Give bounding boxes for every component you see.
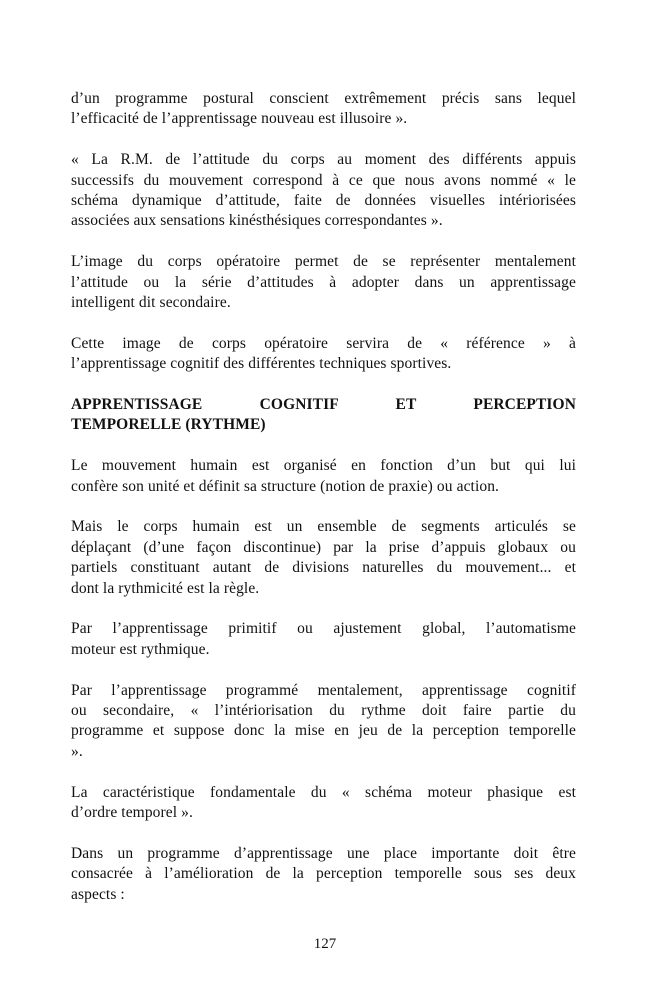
text-line: Mais le corps humain est un ensemble de segments articulés se: [71, 518, 576, 536]
text-line: Cette image de corps opératoire servira de « référence » à: [71, 334, 576, 352]
text-line: « La R.M. de l’attitude du corps au moment des différents appuis: [71, 151, 576, 169]
text-line: l’apprentissage cognitif des différentes techniques sportives.: [71, 355, 452, 373]
text-line: déplaçant (d’une façon discontinue) par la prise d’appuis globaux ou: [71, 538, 576, 556]
paragraph: [71, 783, 576, 824]
text-line: associées aux sensations kinésthésiques correspondantes ».: [71, 212, 443, 230]
text-line: Par l’apprentissage programmé mentalement, apprentissage cognitif: [71, 681, 576, 699]
text-line: intelligent dit secondaire.: [71, 294, 231, 312]
text-line: Le mouvement humain est organisé en fonction d’un but qui lui: [71, 457, 576, 475]
page-number: 127: [313, 936, 337, 952]
text-line: dont la rythmicité est la règle.: [71, 579, 260, 597]
paragraph: [71, 681, 576, 763]
text-line: ».: [71, 742, 83, 760]
text-line: successifs du mouvement correspond à ce que nous avons nommé « le: [71, 171, 576, 189]
text-line: moteur est rythmique.: [71, 640, 210, 658]
section-heading: [71, 395, 576, 436]
paragraph: [71, 89, 576, 130]
text-line: L’image du corps opératoire permet de se représenter mentalement: [71, 253, 576, 271]
paragraph: [71, 150, 576, 232]
text-line: Dans un programme d’apprentissage une place importante doit être: [71, 844, 576, 862]
text-line: d’un programme postural conscient extrêmement précis sans lequel: [71, 90, 576, 107]
paragraph: [71, 252, 576, 313]
paragraph: [71, 334, 576, 375]
text-column: [71, 89, 576, 925]
paragraph: [71, 517, 576, 599]
text-line: programme et suppose donc la mise en jeu de la perception temporelle: [71, 722, 576, 740]
text-line: La caractéristique fondamentale du « schéma moteur phasique est: [71, 783, 576, 801]
paragraph: [71, 456, 576, 497]
text-line: confère son unité et définit sa structure (notion de praxie) ou action.: [71, 477, 500, 495]
text-line: schéma dynamique d’attitude, faite de données visuelles intériorisées: [71, 192, 576, 210]
text-line: d’ordre temporel ».: [71, 804, 193, 822]
text-line: ou secondaire, « l’intériorisation du rythme doit faire partie du: [71, 702, 576, 720]
paragraph: [71, 619, 576, 660]
text-line: l’efficacité de l’apprentissage nouveau est illusoire ».: [71, 110, 408, 128]
heading-line: APPRENTISSAGE COGNITIF ET PERCEPTION: [71, 396, 576, 414]
heading-line: TEMPORELLE (RYTHME): [71, 416, 266, 434]
paragraph: [71, 844, 576, 905]
text-line: Par l’apprentissage primitif ou ajustement global, l’automatisme: [71, 620, 576, 638]
text-line: consacrée à l’amélioration de la perception temporelle sous ses deux: [71, 865, 576, 883]
text-line: l’attitude ou la série d’attitudes à adopter dans un apprentissage: [71, 273, 576, 291]
text-line: partiels constituant autant de divisions naturelles du mouvement... et: [71, 559, 576, 577]
text-line: aspects :: [71, 885, 125, 903]
